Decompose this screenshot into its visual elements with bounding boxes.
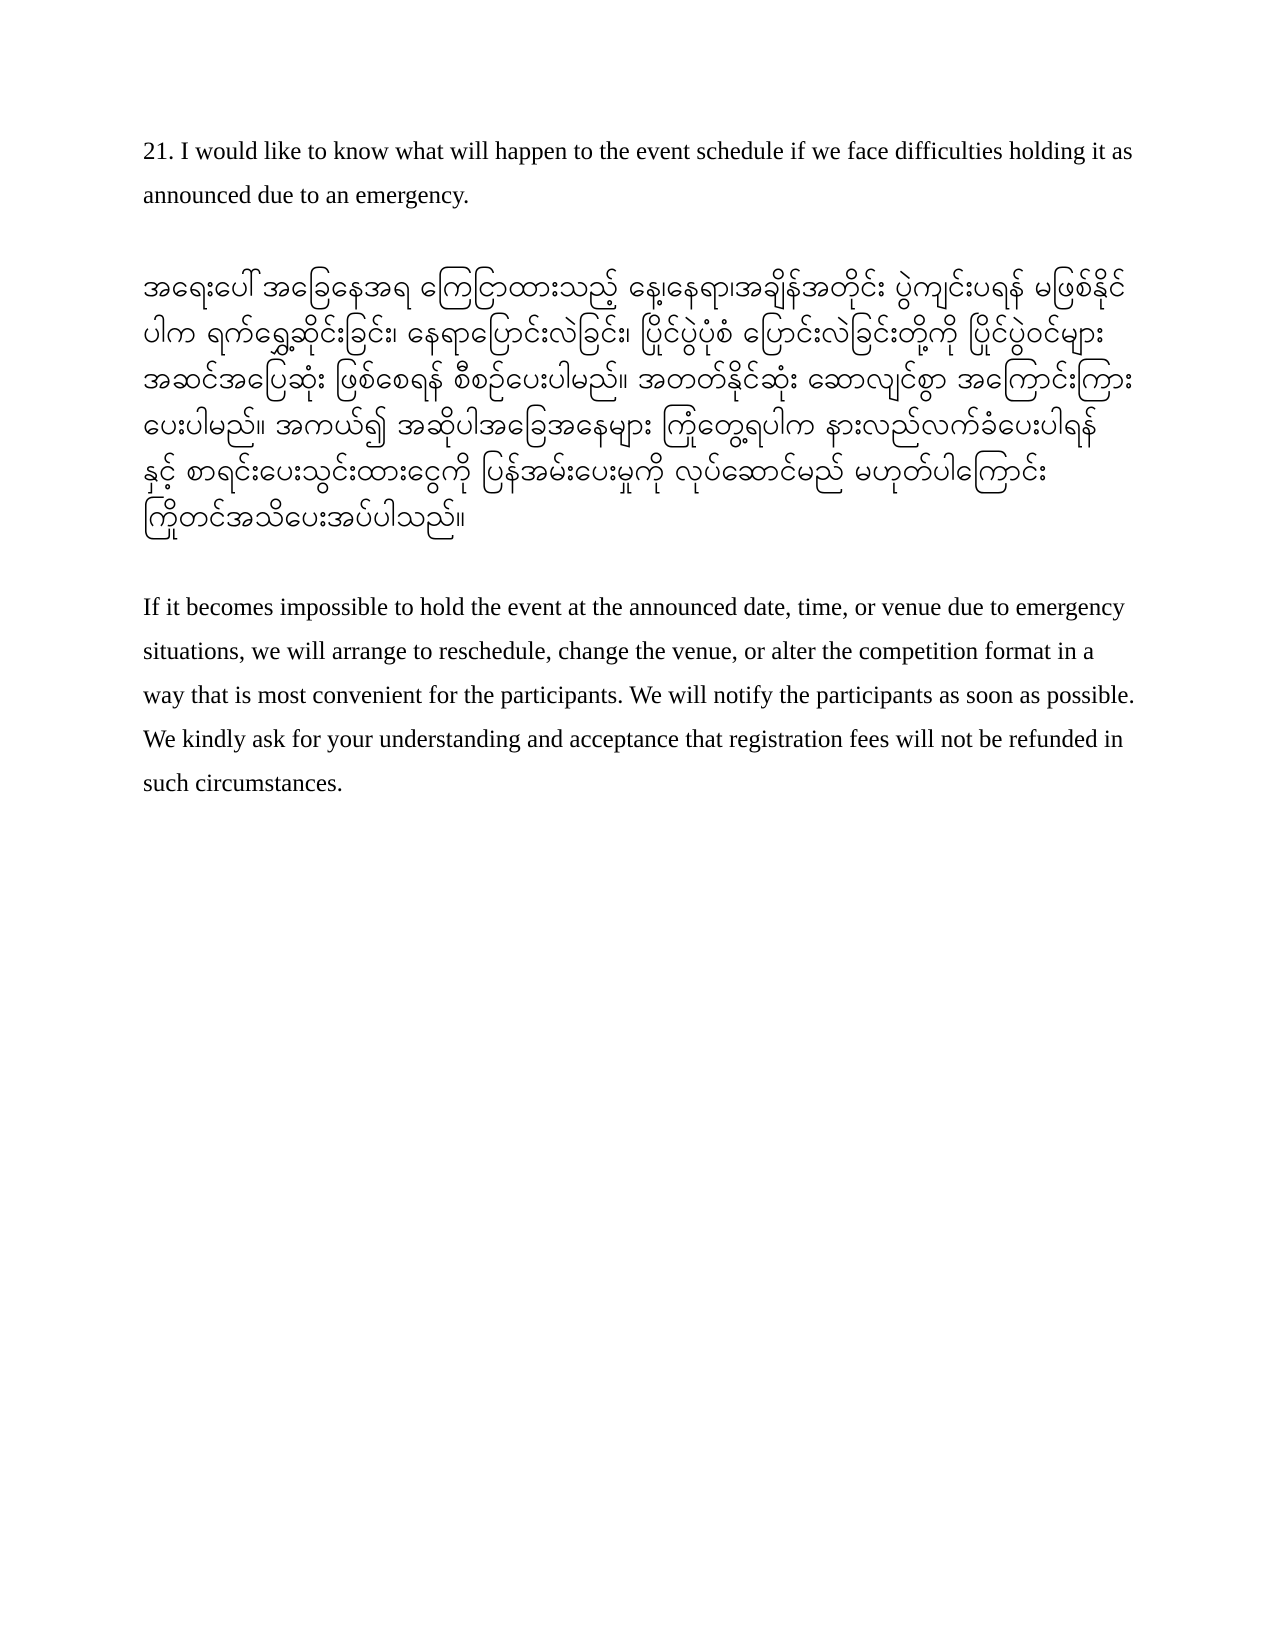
faq-answer-burmese: အရေးပေါ်အခြေနေအရ ကြေငြာထားသည့် နေ့၊နေရာ၊အချိန်အတိုင်း ပွဲကျင်းပရန် မဖြစ်နိုင်ပါက ရက်ရွှေ့ဆိုင်းခြင်း၊ နေရာပြောင်းလဲခြင်း၊ ပြိုင်ပွဲပုံစံ ပြောင်းလဲခြင်းတို့ကို ပြိုင်ပွဲဝင်များ အဆင်အပြေဆုံး ဖြစ်စေရန် စီစဉ်ပေးပါမည်။ အတတ်နိုင်ဆုံး ဆောလျင်စွာ အကြောင်းကြားပေးပါမည်။ အကယ်၍ အဆိုပါအခြေအနေများ ကြုံတွေ့ရပါက နားလည်လက်ခံပေးပါရန် နှင့် စာရင်းပေးသွင်းထားငွေကို ပြန်အမ်းပေးမှုကို လုပ်ဆောင်မည် မဟုတ်ပါကြောင်း ကြိုတင်အသိပေးအပ်ပါသည်။ [143,268,1133,534]
faq-entry [143,130,1135,806]
faq-answer-english: If it becomes impossible to hold the event at the announced date, time, or venue due to emergency situations, we will arrange to reschedule, change the venue, or alter the competition format in a way that is most convenient for the participants. We will notify the participants as soon as possible. We kindly ask for your understanding and acceptance that registration fees will not be refunded in such circumstances. [143,594,1135,797]
faq-question-english: 21. I would like to know what will happen to the event schedule if we face difficulties holding it as announced due to an emergency. [143,138,1133,209]
